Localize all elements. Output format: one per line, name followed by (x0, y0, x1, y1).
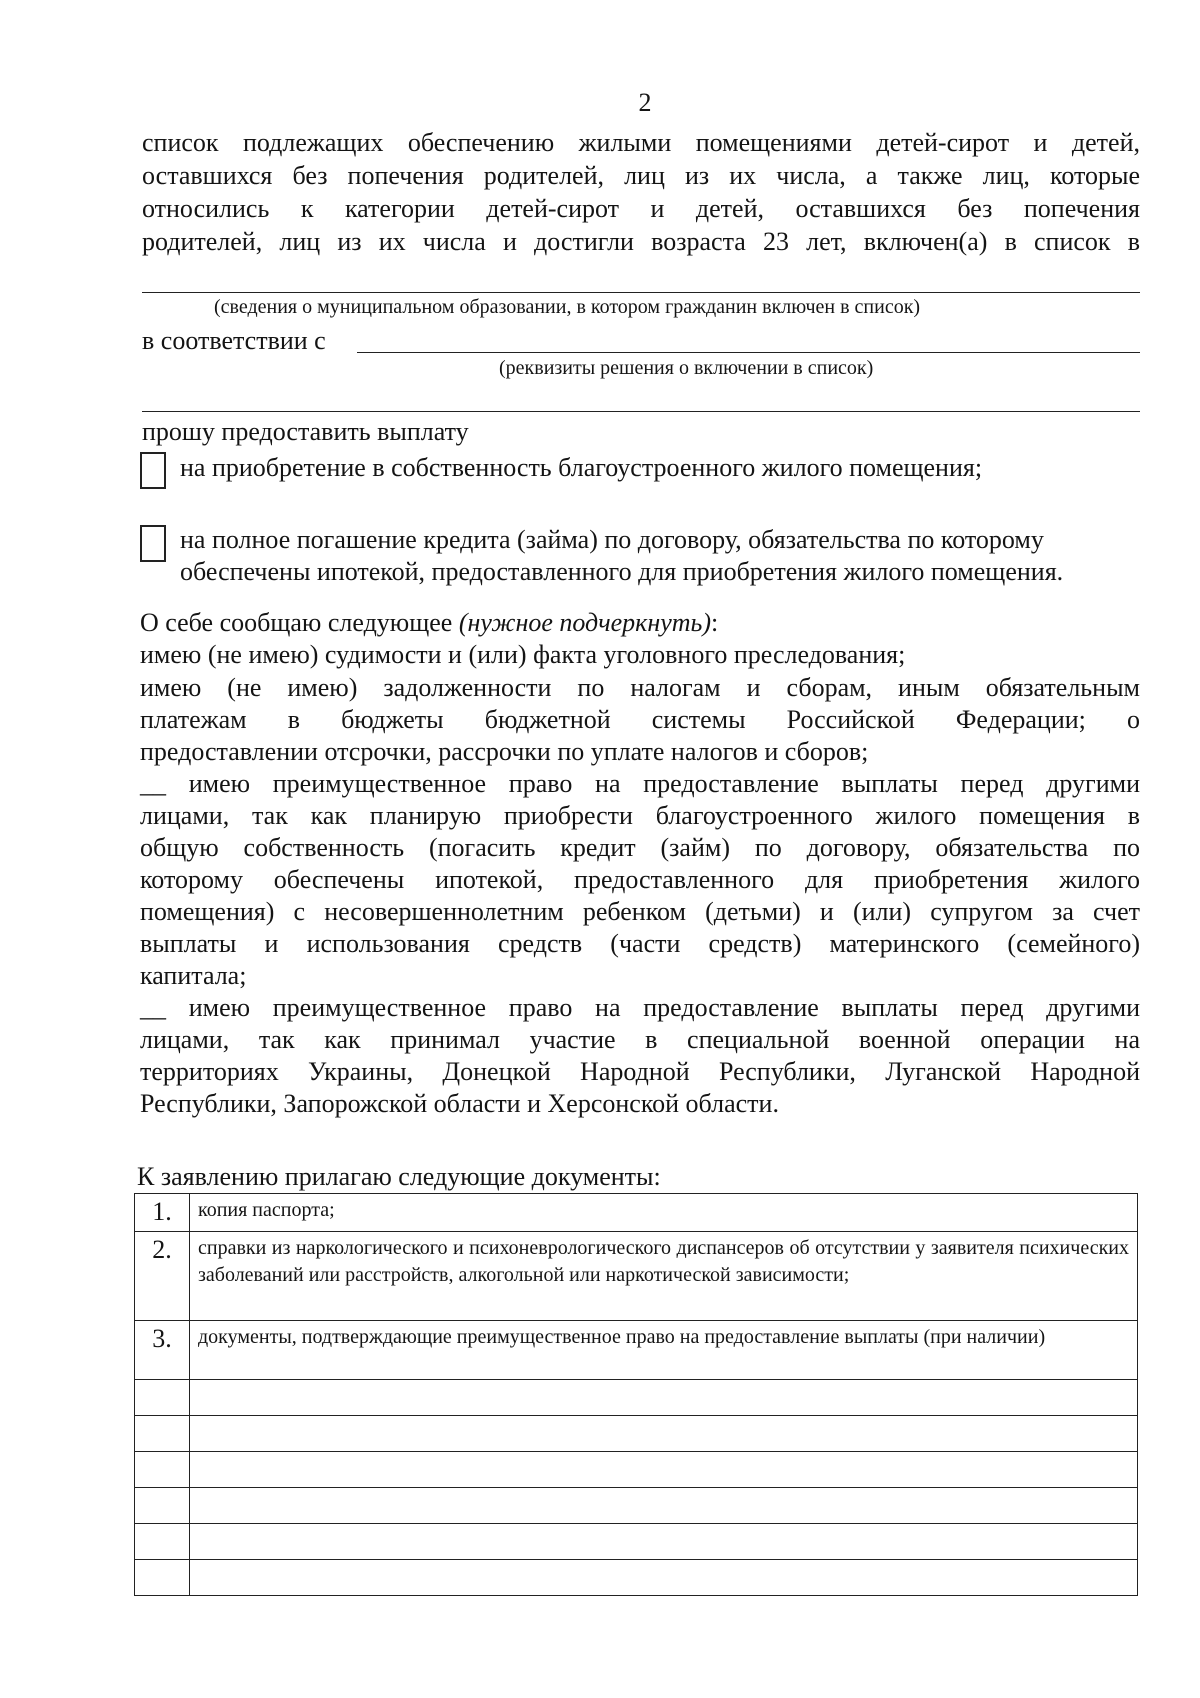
accordance-label: в соответствии с (142, 326, 326, 355)
intro-line: относились к категории детей-сирот и детей, оставшихся без попечения (142, 194, 1140, 223)
intro-line: оставшихся без попечения родителей, лиц из их числа, а также лиц, которые (142, 161, 1140, 190)
priority-line: __ имею преимущественное право на предоставление выплаты перед другими (140, 769, 1140, 798)
priority-line: территориях Украины, Донецкой Народной Республики, Луганской Народной (140, 1057, 1140, 1086)
empty-cell[interactable] (190, 1488, 1138, 1524)
priority-line: лицами, так как принимал участие в специальной военной операции на (140, 1025, 1140, 1054)
empty-row (135, 1452, 1138, 1488)
intro-paragraph (142, 126, 1140, 258)
priority-line: капитала; (140, 961, 247, 990)
debt-paragraph (140, 672, 1140, 768)
option-loan-checkbox[interactable] (140, 525, 166, 562)
debt-line: предоставлении отсрочки, рассрочки по уплате налогов и сборов; (140, 737, 869, 766)
debt-line: платежам в бюджеты бюджетной системы Российской Федерации; о (140, 705, 1140, 734)
decision-caption: (реквизиты решения о включении в список) (499, 357, 874, 379)
empty-row (135, 1416, 1138, 1452)
row-number: 3. (135, 1321, 190, 1380)
priority-line: выплаты и использования средств (части средств) материнского (семейного) (140, 929, 1140, 958)
priority-line: Республики, Запорожской области и Херсонской области. (140, 1089, 779, 1118)
about-emphasis: (нужное подчеркнуть) (458, 608, 712, 637)
intro-line: родителей, лиц из их числа и достигли возраста 23 лет, включен(а) в список в (142, 227, 1140, 256)
table-row (135, 1232, 1138, 1321)
priority-svo-paragraph (140, 992, 1140, 1120)
page-number: 2 (638, 88, 652, 117)
about-intro: О себе сообщаю следующее (140, 608, 459, 637)
option-purchase-label (180, 452, 982, 484)
empty-cell[interactable] (190, 1380, 1138, 1416)
decision-blank-line (357, 352, 1140, 353)
empty-row (135, 1380, 1138, 1416)
extra-blank-line (142, 411, 1140, 412)
priority-line: лицами, так как планирую приобрести благоустроенного жилого помещения в (140, 801, 1140, 830)
empty-cell[interactable] (190, 1416, 1138, 1452)
empty-cell[interactable] (135, 1524, 190, 1560)
priority-line: __ имею преимущественное право на предоставление выплаты перед другими (140, 993, 1140, 1022)
municipality-blank-line (142, 292, 1140, 293)
empty-row (135, 1488, 1138, 1524)
row-text: копия паспорта; (190, 1194, 1138, 1232)
empty-cell[interactable] (190, 1560, 1138, 1596)
priority-line: помещения) с несовершеннолетним ребенком (детьми) и (или) супругом за счет (140, 897, 1140, 926)
empty-row (135, 1560, 1138, 1596)
priority-line: которому обеспечены ипотекой, предоставленного для приобретения жилого (140, 865, 1140, 894)
empty-cell[interactable] (135, 1488, 190, 1524)
option-line: на приобретение в собственность благоустроенного жилого помещения; (180, 453, 983, 482)
row-number: 2. (135, 1232, 190, 1321)
empty-cell[interactable] (135, 1452, 190, 1488)
row-number: 1. (135, 1194, 190, 1232)
documents-table (134, 1193, 1138, 1596)
debt-line: имею (не имею) задолженности по налогам и сборам, иным обязательным (140, 673, 1140, 702)
municipality-caption: (сведения о муниципальном образовании, в котором гражданин включен в список) (214, 296, 921, 318)
table-row (135, 1194, 1138, 1232)
empty-row (135, 1524, 1138, 1560)
option-loan-label (180, 524, 1140, 588)
criminal-record-line: имею (не имею) судимости и (или) факта уголовного преследования; (140, 640, 906, 669)
option-line: на полное погашение кредита (займа) по договору, обязательства по которому (180, 525, 1044, 554)
request-label: прошу предоставить выплату (142, 417, 469, 446)
empty-cell[interactable] (190, 1452, 1138, 1488)
row-text: документы, подтверждающие преимущественное право на предоставление выплаты (при наличии) (190, 1321, 1138, 1380)
intro-line: список подлежащих обеспечению жилыми помещениями детей-сирот и детей, (142, 128, 1140, 157)
about-heading (140, 608, 718, 638)
priority-line: общую собственность (погасить кредит (займ) по договору, обязательства по (140, 833, 1140, 862)
table-row (135, 1321, 1138, 1380)
option-purchase-checkbox[interactable] (140, 452, 166, 489)
row-text: справки из наркологического и психоневрологического диспансеров об отсутствии у заявителя психических заболеваний или расстройств, алкогольной или наркотической зависимости; (190, 1232, 1138, 1321)
documents-heading: К заявлению прилагаю следующие документы: (137, 1162, 661, 1191)
priority-family-paragraph (140, 768, 1140, 992)
empty-cell[interactable] (190, 1524, 1138, 1560)
option-line: обеспечены ипотекой, предоставленного для приобретения жилого помещения. (180, 557, 1064, 586)
empty-cell[interactable] (135, 1416, 190, 1452)
empty-cell[interactable] (135, 1560, 190, 1596)
about-colon: : (711, 608, 719, 637)
empty-cell[interactable] (135, 1380, 190, 1416)
